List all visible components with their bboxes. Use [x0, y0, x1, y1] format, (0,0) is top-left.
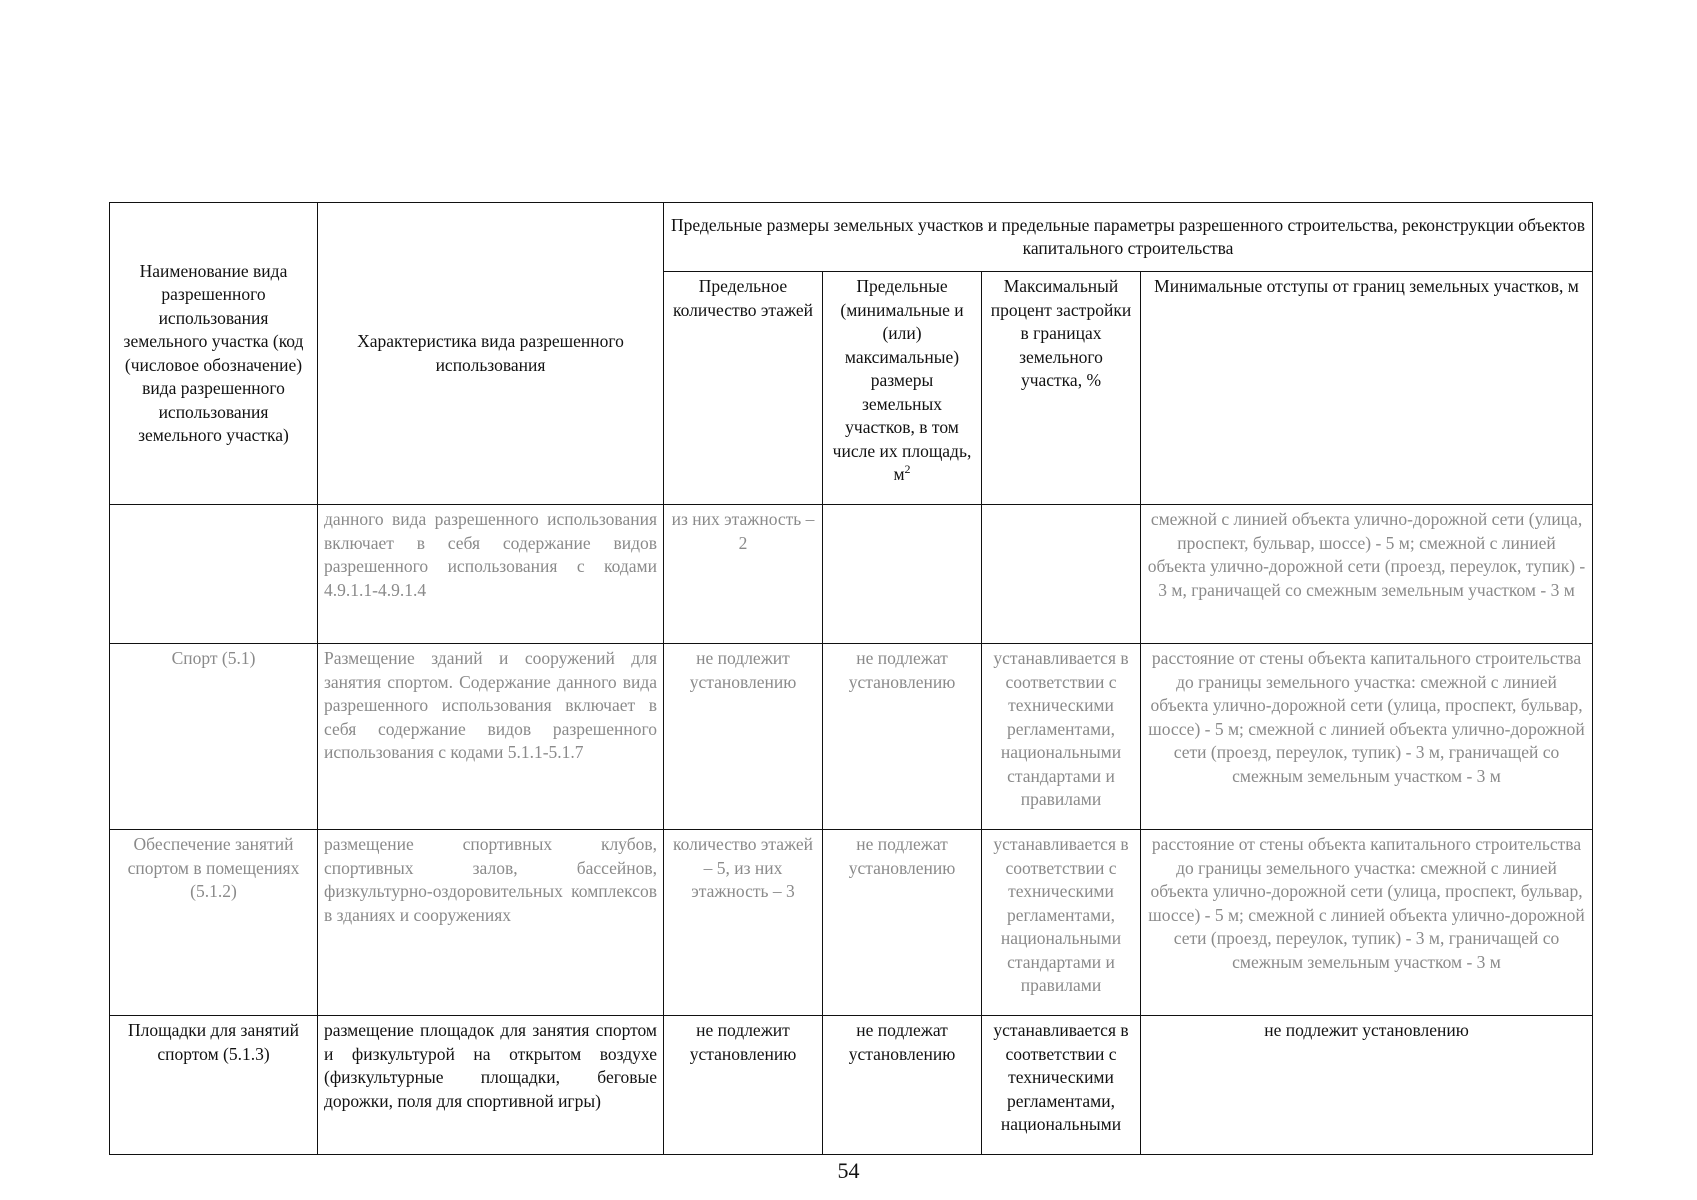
- row-floors: не подлежит установлению: [664, 644, 823, 830]
- row-setbacks: смежной с линией объекта улично-дорожной сети (улица, проспект, бульвар, шоссе) - 5 м; смежной с линией объекта улично-дорожной сети (проезд, переулок, тупик) - 3 м, граничащей со смежным земельным участком - 3 м: [1141, 505, 1593, 644]
- header-limits-group: Предельные размеры земельных участков и предельные параметры разрешенного строительства, реконструкции объектов капитального строительства: [664, 203, 1593, 272]
- header-floors: Предельное количество этажей: [664, 272, 823, 505]
- header-plot-sizes-sup: 2: [904, 462, 911, 477]
- row-build-percent: устанавливается в соответствии с техническими регламентами, национальными стандартами и правилами: [982, 644, 1141, 830]
- row-plot-sizes: не подлежат установлению: [823, 644, 982, 830]
- row-plot-sizes: не подлежат установлению: [823, 1016, 982, 1155]
- row-setbacks: расстояние от стены объекта капитального строительства до границы земельного участка: смежной с линией объекта улично-дорожной сети (улица, проспект, бульвар, шоссе) - 5 м; смежной с линией объекта улично-дорожной сети (проезд, переулок, тупик) - 3 м, граничащей со смежным земельным участком - 3 м: [1141, 644, 1593, 830]
- row-name: [110, 505, 318, 644]
- row-characteristic: размещение спортивных клубов, спортивных залов, бассейнов, физкультурно-оздоровительных комплексов в зданиях и сооружениях: [318, 830, 664, 1016]
- header-characteristic-column: Характеристика вида разрешенного использования: [318, 203, 664, 505]
- table-row: [110, 505, 1593, 644]
- regulations-table: [109, 202, 1593, 1155]
- row-build-percent: [982, 505, 1141, 644]
- row-characteristic: данного вида разрешенного использования включает в себя содержание видов разрешенного использования с кодами 4.9.1.1-4.9.1.4: [318, 505, 664, 644]
- row-build-percent: устанавливается в соответствии с техническими регламентами, национальными стандартами и правилами: [982, 830, 1141, 1016]
- row-floors: из них этажность – 2: [664, 505, 823, 644]
- row-floors: не подлежит установлению: [664, 1016, 823, 1155]
- table-row: [110, 830, 1593, 1016]
- row-plot-sizes: не подлежат установлению: [823, 830, 982, 1016]
- header-plot-sizes: [823, 272, 982, 505]
- table-row: [110, 1016, 1593, 1155]
- row-floors: количество этажей – 5, из них этажность – 3: [664, 830, 823, 1016]
- row-name: Спорт (5.1): [110, 644, 318, 830]
- row-plot-sizes: [823, 505, 982, 644]
- table-row: [110, 644, 1593, 830]
- row-build-percent: устанавливается в соответствии с техническими регламентами, национальными: [982, 1016, 1141, 1155]
- row-name: Обеспечение занятий спортом в помещениях (5.1.2): [110, 830, 318, 1016]
- row-setbacks: не подлежит установлению: [1141, 1016, 1593, 1155]
- header-name-column: Наименование вида разрешенного использования земельного участка (код (числовое обозначение) вида разрешенного использования земельного участка): [110, 203, 318, 505]
- header-setbacks: Минимальные отступы от границ земельных участков, м: [1141, 272, 1593, 505]
- row-name: Площадки для занятий спортом (5.1.3): [110, 1016, 318, 1155]
- row-setbacks: расстояние от стены объекта капитального строительства до границы земельного участка: смежной с линией объекта улично-дорожной сети (улица, проспект, бульвар, шоссе) - 5 м; смежной с линией объекта улично-дорожной сети (проезд, переулок, тупик) - 3 м, граничащей со смежным земельным участком - 3 м: [1141, 830, 1593, 1016]
- header-plot-sizes-text: Предельные (минимальные и (или) максимальные) размеры земельных участков, в том числе их площадь, м: [832, 276, 972, 484]
- row-characteristic: размещение площадок для занятия спортом и физкультурой на открытом воздухе (физкультурные площадки, беговые дорожки, поля для спортивной игры): [318, 1016, 664, 1155]
- page-number: 54: [837, 1158, 860, 1183]
- header-build-percent: Максимальный процент застройки в границах земельного участка, %: [982, 272, 1141, 505]
- row-characteristic: Размещение зданий и сооружений для занятия спортом. Содержание данного вида разрешенного использования включает в себя содержание видов разрешенного использования с кодами 5.1.1-5.1.7: [318, 644, 664, 830]
